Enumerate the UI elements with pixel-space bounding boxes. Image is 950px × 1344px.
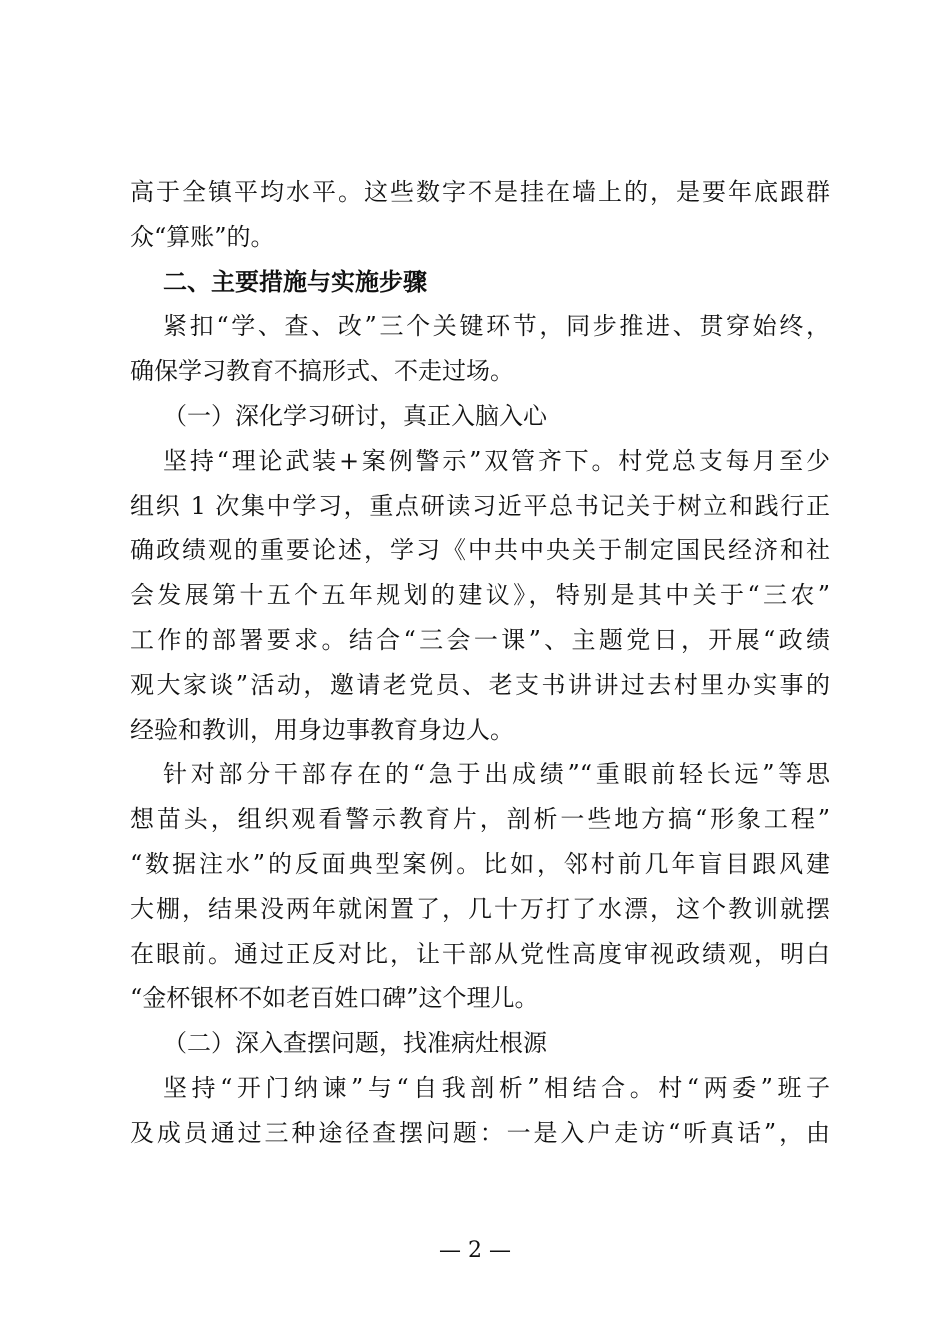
text-line: 针对部分干部存在的“急于出成绩”“重眼前轻长远”等思 [163,760,830,789]
page-number: — 2 — [439,1238,511,1263]
text-line: 确政绩观的重要论述，学习《中共中央关于制定国民经济和社 [130,536,830,565]
text-line: 紧扣“学、查、改”三个关键环节，同步推进、贯穿始终， [163,312,830,341]
text-line: 在眼前。通过正反对比，让干部从党性高度审视政绩观，明白 [130,939,830,968]
text-line: 高于全镇平均水平。这些数字不是挂在墙上的，是要年底跟群 [130,178,830,206]
text-line: 组织 1 次集中学习，重点研读习近平总书记关于树立和践行正 [130,491,830,520]
text-line: 工作的部署要求。结合“三会一课”、主题党日，开展“政绩 [130,625,830,654]
text-line: 坚持“开门纳谏”与“自我剖析”相结合。村“两委”班子 [163,1073,830,1102]
text-line: “数据注水”的反面典型案例。比如，邻村前几年盲目跟风建 [130,849,830,878]
section-heading: 二、主要措施与实施步骤 [163,267,427,296]
subsection-heading: （一）深化学习研讨，真正入脑入心 [163,401,547,430]
text-line: 会发展第十五个五年规划的建议》，特别是其中关于“三农” [130,581,830,610]
text-line: 经验和教训，用身边事教育身边人。 [130,715,514,744]
text-line: 观大家谈”活动，邀请老党员、老支书讲讲过去村里办实事的 [130,670,830,699]
text-line: 众“算账”的。 [130,222,275,251]
text-line: “金杯银杯不如老百姓口碑”这个理儿。 [130,984,539,1013]
text-line: 及成员通过三种途径查摆问题：一是入户走访“听真话”，由 [130,1118,830,1147]
text-line: 想苗头，组织观看警示教育片，剖析一些地方搞“形象工程” [130,805,830,834]
subsection-heading: （二）深入查摆问题，找准病灶根源 [163,1029,547,1058]
text-line: 坚持“理论武装+案例警示”双管齐下。村党总支每月至少 [163,446,830,475]
text-line: 大棚，结果没两年就闲置了，几十万打了水漂，这个教训就摆 [130,894,830,923]
document-body [130,170,830,1156]
text-line: 确保学习教育不搞形式、不走过场。 [130,357,514,386]
